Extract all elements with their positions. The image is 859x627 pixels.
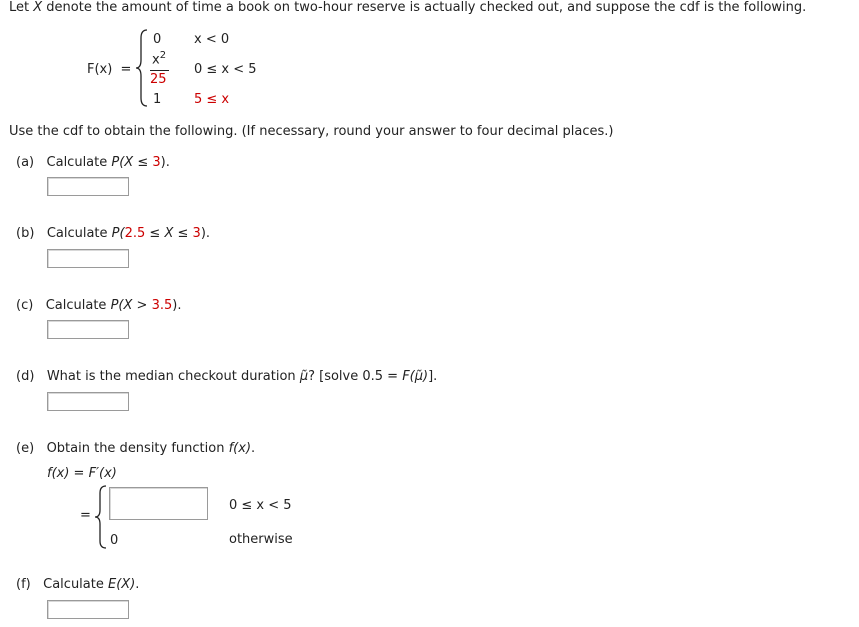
- part-c-question: [16, 298, 181, 313]
- part-d-label: (d): [16, 369, 35, 384]
- deriv-eq: =: [69, 466, 89, 481]
- part-d-text: What is the median checkout duration: [46, 369, 300, 384]
- instruction-text: Use the cdf to obtain the following. (If necessary, round your answer to four decimal places.): [9, 124, 614, 139]
- problem-statement: [9, 0, 806, 15]
- intro-variable: X: [33, 0, 43, 15]
- part-c-text: Calculate: [45, 298, 111, 313]
- density-case1-condition: 0 ≤ x < 5: [229, 498, 292, 513]
- part-d-f: F(μ̃): [402, 369, 429, 384]
- part-c-number: 3.5: [151, 298, 173, 313]
- part-d-mu: μ̃: [299, 369, 309, 384]
- part-c-label: (c): [16, 298, 34, 313]
- part-f-question: [16, 577, 139, 592]
- part-b-end: ).: [200, 226, 211, 241]
- part-a-end: ).: [160, 155, 170, 170]
- intro-text-1: Let: [9, 0, 34, 15]
- part-f-label: (f): [16, 577, 31, 592]
- part-e-question: [16, 441, 255, 456]
- cdf-lhs: [87, 62, 131, 77]
- part-b-question: [16, 226, 210, 241]
- part-e-text: Obtain the density function: [46, 441, 229, 456]
- part-c-expr: P(X: [110, 298, 133, 313]
- part-a-number: 3: [152, 155, 161, 170]
- cdf-case1-condition: x < 0: [194, 32, 230, 47]
- cdf-brace-icon: [134, 28, 150, 108]
- part-b-expr: P(: [111, 226, 125, 241]
- derivative-line: [47, 466, 117, 481]
- part-f-text: Calculate: [43, 577, 108, 592]
- part-e-end: .: [251, 441, 256, 456]
- part-a-op: ≤: [133, 155, 153, 170]
- answer-b-input[interactable]: [47, 249, 129, 268]
- answer-e-input[interactable]: [109, 487, 208, 520]
- part-c-op: >: [132, 298, 152, 313]
- part-d-question: [16, 369, 437, 384]
- cdf-case1-value: 0: [153, 32, 162, 47]
- answer-a-input[interactable]: [47, 177, 129, 196]
- part-d-text-mid: ? [solve 0.5 =: [308, 369, 403, 384]
- cdf-case3-value: 1: [153, 92, 162, 107]
- part-c-end: ).: [172, 298, 182, 313]
- density-case2-condition: otherwise: [229, 532, 293, 547]
- part-a-expr: P(X: [111, 155, 134, 170]
- cdf-equals: =: [120, 62, 132, 77]
- part-e-f: f(x): [228, 441, 252, 456]
- cdf-case2-condition: 0 ≤ x < 5: [194, 62, 257, 77]
- part-b-label: (b): [16, 226, 35, 241]
- intro-text-2: denote the amount of time a book on two-hour reserve is actually checked out, and suppose the cdf is the following.: [42, 0, 807, 15]
- numerator-exponent: 2: [159, 50, 167, 61]
- answer-f-input[interactable]: [47, 600, 129, 619]
- part-b-text: Calculate: [46, 226, 112, 241]
- density-case2-value: 0: [110, 533, 119, 548]
- part-d-end: ].: [428, 369, 438, 384]
- answer-c-input[interactable]: [47, 320, 129, 339]
- part-e-label: (e): [16, 441, 35, 456]
- answer-d-input[interactable]: [47, 392, 129, 411]
- part-b-op2: ≤: [173, 226, 193, 241]
- part-b-number1: 2.5: [124, 226, 146, 241]
- numerator-x: x: [152, 52, 160, 68]
- part-a-question: [16, 155, 170, 170]
- cdf-case3-condition: 5 ≤ x: [194, 92, 230, 107]
- cdf-case2-numerator: [152, 50, 166, 67]
- deriv-rhs: F′(x): [88, 466, 117, 481]
- part-a-text: Calculate: [46, 155, 112, 170]
- part-b-var: X: [164, 226, 174, 241]
- density-brace-icon: [93, 484, 109, 550]
- cdf-function-name: F(x): [87, 62, 113, 77]
- deriv-lhs: f(x): [47, 466, 70, 481]
- part-f-end: .: [135, 577, 140, 592]
- part-a-label: (a): [16, 155, 35, 170]
- part-b-number2: 3: [192, 226, 201, 241]
- part-b-op1: ≤: [145, 226, 165, 241]
- cdf-case2-denominator: 25: [150, 72, 167, 87]
- part-f-expr: E(X): [108, 577, 136, 592]
- fraction-bar: [150, 70, 169, 71]
- density-equals: =: [80, 508, 91, 523]
